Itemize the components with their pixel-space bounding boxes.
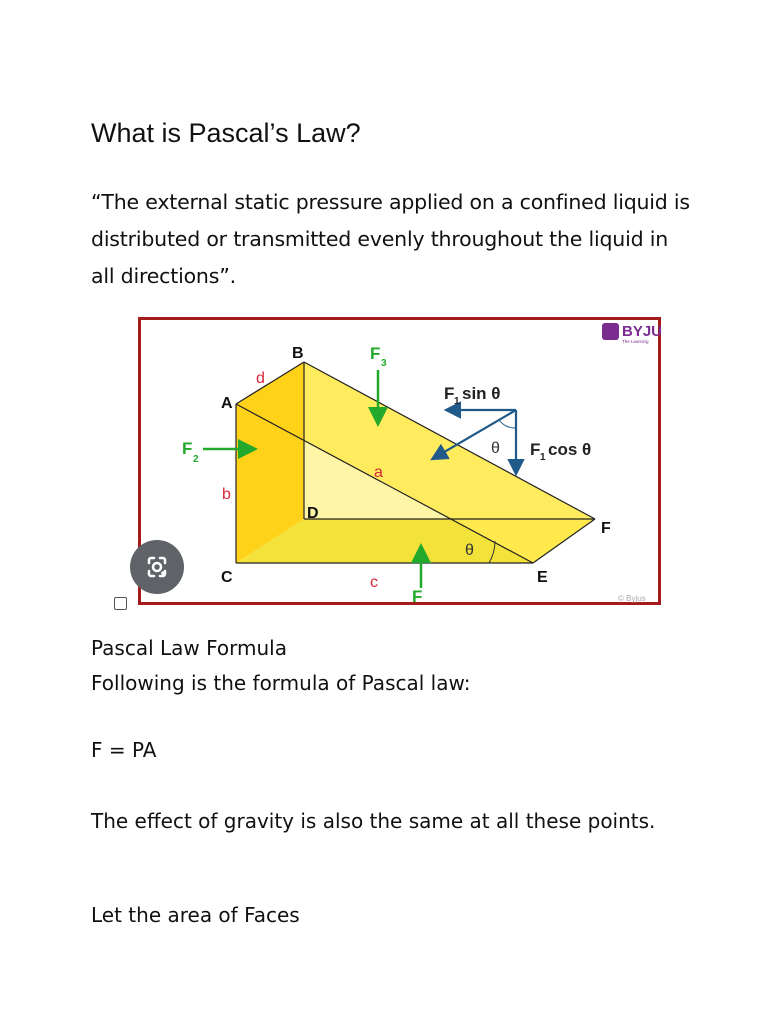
page-title: What is Pascal’s Law? bbox=[91, 118, 361, 148]
label-f1cos-sub: 1 bbox=[540, 452, 546, 463]
label-f1sin-main: F bbox=[444, 384, 455, 403]
label-b: b bbox=[222, 486, 231, 503]
label-f1cos-rest: cos θ bbox=[548, 440, 592, 459]
label-f1sin-sub: 1 bbox=[454, 396, 460, 407]
label-D: D bbox=[307, 505, 319, 522]
label-F3-sub: 3 bbox=[381, 358, 387, 369]
label-theta-top: θ bbox=[491, 440, 500, 457]
label-B: B bbox=[292, 345, 304, 362]
label-F1: F bbox=[412, 587, 423, 606]
gravity-text: The effect of gravity is also the same at all these points. bbox=[91, 809, 656, 833]
label-F2: F bbox=[182, 439, 193, 458]
checkbox-icon[interactable] bbox=[114, 597, 127, 610]
label-f1cos-main: F bbox=[530, 440, 541, 459]
label-A: A bbox=[221, 395, 233, 412]
formula: F = PA bbox=[91, 738, 157, 762]
formula-heading: Pascal Law Formula bbox=[91, 636, 287, 660]
formula-intro: Following is the formula of Pascal law: bbox=[91, 671, 471, 695]
logo-sub: The Learning bbox=[622, 339, 649, 344]
label-c: c bbox=[370, 574, 378, 591]
label-f1sin-rest: sin θ bbox=[462, 384, 501, 403]
label-d: d bbox=[256, 370, 265, 387]
label-F: F bbox=[601, 520, 611, 537]
label-E: E bbox=[537, 569, 548, 586]
label-F3: F bbox=[370, 344, 381, 363]
faces-text: Let the area of Faces bbox=[91, 903, 300, 927]
byjus-logo bbox=[602, 323, 662, 344]
f1-resultant-arrow bbox=[434, 410, 516, 458]
pascal-law-quote: “The external static pressure applied on a confined liquid is distributed or transmitted evenly throughout the liquid in all directions”. bbox=[91, 190, 690, 288]
prism-svg bbox=[141, 320, 663, 606]
label-C: C bbox=[221, 569, 233, 586]
pascal-prism-diagram[interactable] bbox=[138, 317, 661, 605]
copyright: © Byjus bbox=[618, 594, 646, 603]
label-a: a bbox=[374, 464, 383, 481]
label-F2-sub: 2 bbox=[193, 454, 199, 465]
label-theta-bottom: θ bbox=[465, 542, 474, 559]
lens-camera-icon[interactable] bbox=[130, 540, 184, 594]
logo-text: BYJU bbox=[622, 323, 663, 340]
